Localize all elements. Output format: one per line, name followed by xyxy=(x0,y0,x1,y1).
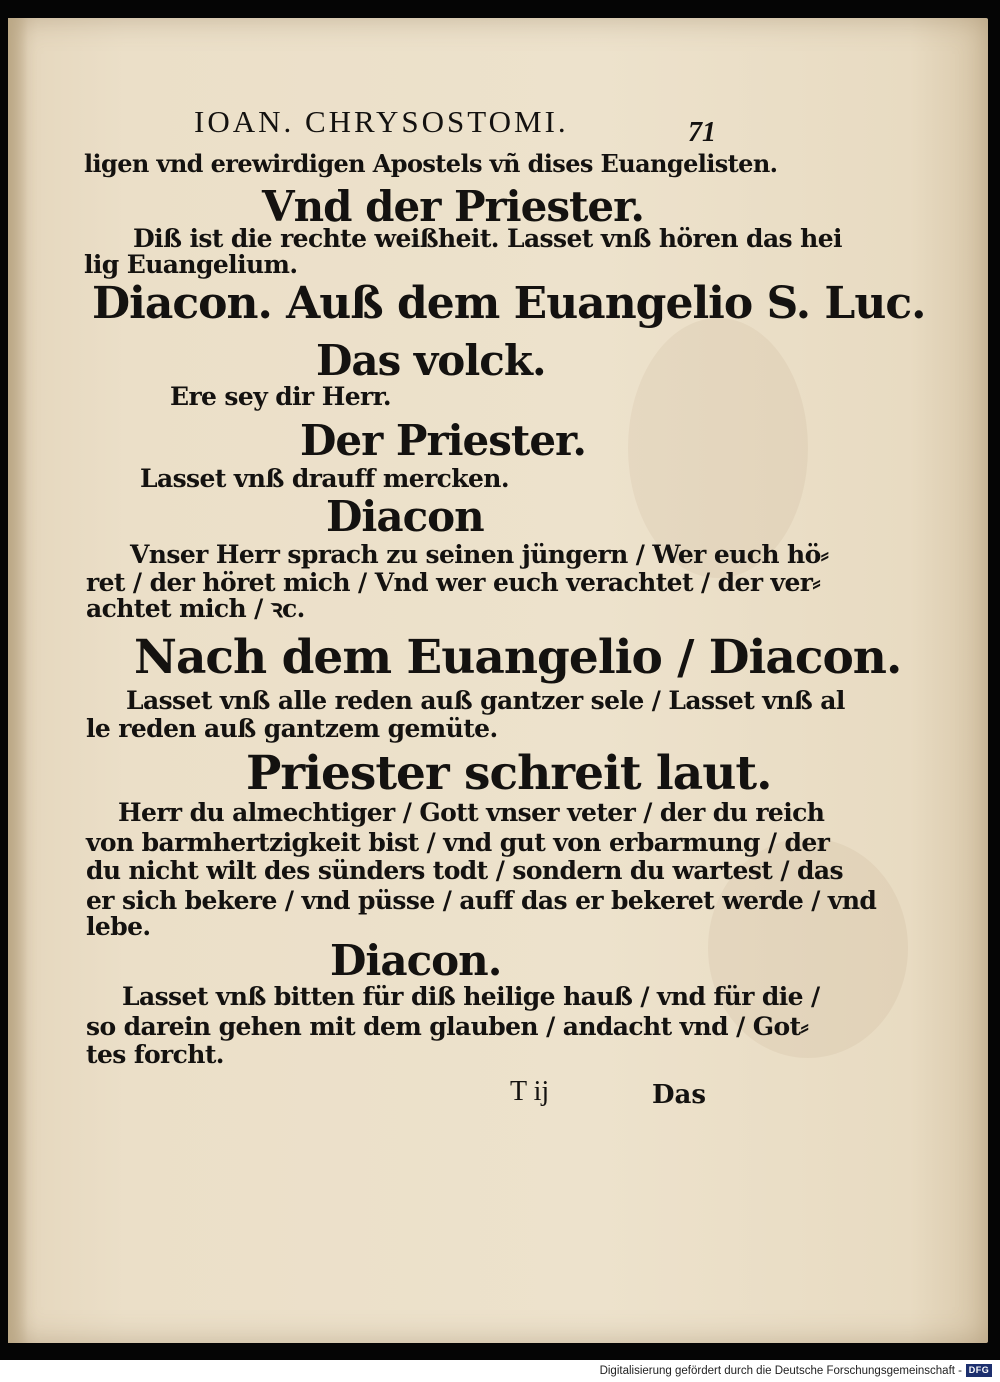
heading-nach-dem-euangelio: Nach dem Euangelio / Diacon. xyxy=(134,630,902,685)
text-line: le reden auß gantzem gemüte. xyxy=(86,714,498,743)
text-line: Diß ist die rechte weißheit. Lasset vnß hören das hei xyxy=(133,224,842,253)
text-line: Herr du almechtiger / Gott vnser veter / der du reich xyxy=(118,798,825,827)
catchword: Das xyxy=(652,1080,707,1110)
text-line: ligen vnd erewirdigen Apostels vñ dises Euangelisten. xyxy=(84,149,778,178)
text-line: achtet mich / ꝛc. xyxy=(86,594,305,623)
heading-volck: Das volck. xyxy=(316,336,546,385)
text-line: Lasset vnß drauff mercken. xyxy=(140,464,509,493)
signature-mark: T ij xyxy=(510,1076,550,1107)
text-line: von barmhertzigkeit bist / vnd gut von erbarmung / der xyxy=(86,828,830,857)
text-line: so darein gehen mit dem glauben / andacht vnd / Got⸗ xyxy=(86,1012,809,1041)
paper-stain xyxy=(628,318,808,578)
heading-diacon: Diacon. xyxy=(330,936,502,985)
heading-priester: Der Priester. xyxy=(300,416,586,465)
funding-credit: Digitalisierung gefördert durch die Deutsche Forschungsgemeinschaft - xyxy=(599,1365,962,1377)
text-line: du nicht wilt des sünders todt / sondern du wartest / das xyxy=(86,856,843,885)
text-line: Vnser Herr sprach zu seinen jüngern / Wer euch hö⸗ xyxy=(130,540,829,569)
text-line: tes forcht. xyxy=(86,1040,224,1069)
text-line: Lasset vnß bitten für diß heilige hauß / vnd für die / xyxy=(122,982,820,1011)
running-head: IOAN. CHRYSOSTOMI. xyxy=(194,104,569,139)
page-number: 71 xyxy=(688,117,716,148)
text-line: Lasset vnß alle reden auß gantzer sele / Lasset vnß al xyxy=(126,686,845,715)
text-line: ret / der höret mich / Vnd wer euch verachtet / der ver⸗ xyxy=(86,568,821,597)
text-line: lig Euangelium. xyxy=(84,250,298,279)
text-line: er sich bekere / vnd püsse / auff das er bekeret werde / vnd xyxy=(86,886,877,915)
heading-diacon-evangelium: Diacon. Auß dem Euangelio S. Luc. xyxy=(92,278,926,329)
heading-diacon: Diacon xyxy=(326,492,484,541)
text-line: Ere sey dir Herr. xyxy=(170,382,391,411)
footer-bar xyxy=(0,1360,1000,1382)
text-line: lebe. xyxy=(86,912,151,941)
heading-priester: Vnd der Priester. xyxy=(262,182,644,231)
dfg-logo: DFG xyxy=(966,1364,992,1377)
heading-priester-schreit: Priester schreit laut. xyxy=(246,746,772,801)
